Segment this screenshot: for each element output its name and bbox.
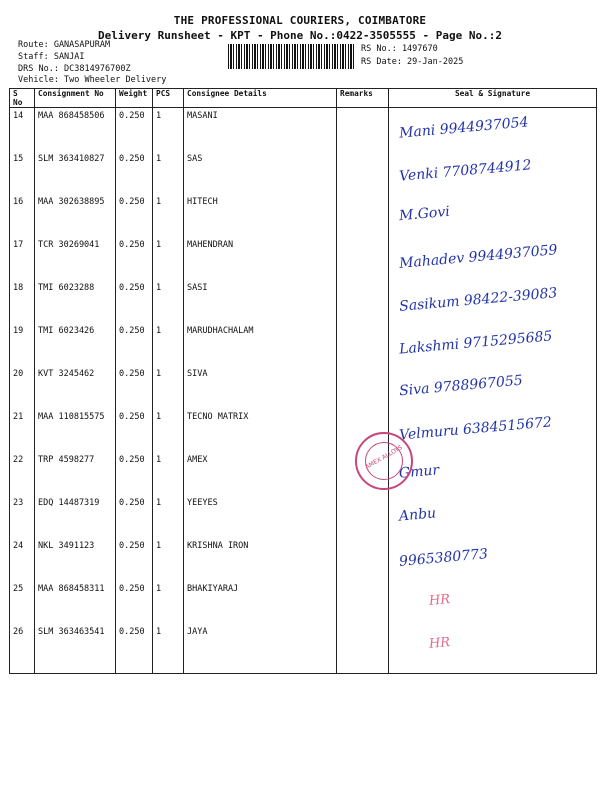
- cell-consignee: MASANI: [184, 108, 337, 152]
- table-row: [10, 237, 597, 280]
- cell-sno: 23: [10, 495, 35, 538]
- handwritten-signature: Venki 7708744912: [398, 157, 533, 185]
- route-label: Route: GANASAPURAM: [18, 40, 111, 50]
- cell-consignment: MAA 868458506: [35, 108, 116, 152]
- table-row: [10, 538, 597, 581]
- handwritten-signature: M.Govi: [398, 203, 451, 225]
- cell-consignee: SAS: [184, 151, 337, 194]
- cell-consignment: MAA 110815575: [35, 409, 116, 452]
- table-row: [10, 151, 597, 194]
- cell-weight: 0.250: [116, 237, 153, 280]
- cell-consignee: TECNO MATRIX: [184, 409, 337, 452]
- table-row: [10, 108, 597, 152]
- handwritten-signature: Mani 9944937054: [398, 114, 530, 142]
- cell-remarks: [337, 323, 389, 366]
- cell-pcs: 1: [153, 323, 184, 366]
- table-row: [10, 323, 597, 366]
- rs-date: RS Date: 29-Jan-2025: [361, 57, 464, 67]
- cell-signature: [389, 151, 597, 194]
- handwritten-signature: Sasikum 98422-39083: [398, 285, 559, 315]
- cell-consignment: NKL 3491123: [35, 538, 116, 581]
- cell-signature: [389, 237, 597, 280]
- handwritten-signature: Velmuru 6384515672: [398, 414, 553, 444]
- cell-sno: 19: [10, 323, 35, 366]
- cell-consignee: KRISHNA IRON: [184, 538, 337, 581]
- stamp-text: AMEX ALLOYS: [364, 444, 404, 471]
- cell-consignee: BHAKIYARAJ: [184, 581, 337, 624]
- cell-signature: [389, 581, 597, 624]
- rs-number: RS No.: 1497670: [361, 44, 438, 54]
- cell-consignment: TMI 6023288: [35, 280, 116, 323]
- cell-pcs: 1: [153, 495, 184, 538]
- cell-pcs: 1: [153, 452, 184, 495]
- staff-label: Staff: SANJAI: [18, 52, 85, 62]
- cell-sno: 21: [10, 409, 35, 452]
- table-header-row: [10, 89, 597, 108]
- cell-sno: 14: [10, 108, 35, 152]
- cell-consignee: JAYA: [184, 624, 337, 674]
- cell-pcs: 1: [153, 237, 184, 280]
- cell-weight: 0.250: [116, 495, 153, 538]
- cell-pcs: 1: [153, 538, 184, 581]
- cell-signature: [389, 323, 597, 366]
- handwritten-signature: Siva 9788967055: [398, 372, 524, 400]
- cell-consignee: YEEYES: [184, 495, 337, 538]
- cell-pcs: 1: [153, 108, 184, 152]
- cell-remarks: [337, 194, 389, 237]
- cell-remarks: [337, 108, 389, 152]
- col-header-consignee: Consignee Details: [184, 89, 337, 108]
- cell-weight: 0.250: [116, 280, 153, 323]
- cell-remarks: [337, 624, 389, 674]
- cell-remarks: [337, 151, 389, 194]
- barcode: [228, 44, 354, 69]
- cell-consignment: EDQ 14487319: [35, 495, 116, 538]
- cell-weight: 0.250: [116, 538, 153, 581]
- cell-signature: [389, 495, 597, 538]
- cell-sno: 24: [10, 538, 35, 581]
- cell-pcs: 1: [153, 194, 184, 237]
- cell-weight: 0.250: [116, 452, 153, 495]
- cell-sno: 17: [10, 237, 35, 280]
- cell-consignee: MARUDHACHALAM: [184, 323, 337, 366]
- page-subtitle: Delivery Runsheet - KPT - Phone No.:0422-3505555 - Page No.:2: [98, 29, 502, 42]
- company-stamp: [355, 432, 413, 490]
- cell-weight: 0.250: [116, 409, 153, 452]
- cell-signature: [389, 624, 597, 674]
- cell-signature: [389, 366, 597, 409]
- handwritten-signature: 9965380773: [398, 546, 489, 570]
- cell-consignee: SIVA: [184, 366, 337, 409]
- handwritten-signature: HR: [428, 635, 451, 652]
- runsheet-table: [9, 88, 597, 674]
- cell-consignee: SASI: [184, 280, 337, 323]
- cell-consignee: MAHENDRAN: [184, 237, 337, 280]
- cell-pcs: 1: [153, 581, 184, 624]
- col-header-signature: Seal & Signature: [389, 89, 597, 108]
- table-row: [10, 495, 597, 538]
- cell-remarks: [337, 366, 389, 409]
- cell-weight: 0.250: [116, 108, 153, 152]
- col-header-pcs: PCS: [153, 89, 184, 108]
- cell-sno: 16: [10, 194, 35, 237]
- col-header-sno: S No: [10, 89, 35, 108]
- cell-consignment: TCR 30269041: [35, 237, 116, 280]
- col-header-weight: Weight: [116, 89, 153, 108]
- page-title: THE PROFESSIONAL COURIERS, COIMBATORE: [173, 14, 427, 27]
- cell-sno: 20: [10, 366, 35, 409]
- handwritten-signature: Mahadev 9944937059: [398, 242, 559, 272]
- cell-sno: 15: [10, 151, 35, 194]
- table-row: [10, 366, 597, 409]
- cell-weight: 0.250: [116, 366, 153, 409]
- table-row: [10, 581, 597, 624]
- cell-signature: [389, 452, 597, 495]
- cell-signature: [389, 108, 597, 152]
- table-row: [10, 452, 597, 495]
- handwritten-signature: Lakshmi 9715295685: [398, 328, 554, 358]
- cell-remarks: [337, 495, 389, 538]
- col-header-consignment: Consignment No: [35, 89, 116, 108]
- cell-sno: 25: [10, 581, 35, 624]
- cell-consignment: TRP 4598277: [35, 452, 116, 495]
- cell-sno: 22: [10, 452, 35, 495]
- cell-consignment: KVT 3245462: [35, 366, 116, 409]
- handwritten-signature: Anbu: [398, 505, 437, 525]
- cell-remarks: [337, 280, 389, 323]
- cell-consignment: TMI 6023426: [35, 323, 116, 366]
- vehicle-label: Vehicle: Two Wheeler Delivery: [18, 75, 167, 85]
- cell-pcs: 1: [153, 151, 184, 194]
- table-row: [10, 624, 597, 674]
- cell-signature: [389, 409, 597, 452]
- cell-remarks: [337, 538, 389, 581]
- cell-weight: 0.250: [116, 151, 153, 194]
- table-row: [10, 280, 597, 323]
- cell-pcs: 1: [153, 366, 184, 409]
- table-row: [10, 194, 597, 237]
- cell-pcs: 1: [153, 624, 184, 674]
- cell-signature: [389, 194, 597, 237]
- cell-remarks: [337, 581, 389, 624]
- cell-consignee: HITECH: [184, 194, 337, 237]
- cell-consignee: AMEX: [184, 452, 337, 495]
- handwritten-signature: Gmur: [398, 462, 440, 482]
- cell-weight: 0.250: [116, 624, 153, 674]
- cell-pcs: 1: [153, 409, 184, 452]
- cell-weight: 0.250: [116, 581, 153, 624]
- cell-consignment: MAA 868458311: [35, 581, 116, 624]
- cell-remarks: [337, 237, 389, 280]
- cell-consignment: SLM 363410827: [35, 151, 116, 194]
- cell-pcs: 1: [153, 280, 184, 323]
- table-row: [10, 409, 597, 452]
- handwritten-signature: HR: [428, 592, 451, 609]
- cell-consignment: SLM 363463541: [35, 624, 116, 674]
- cell-signature: [389, 538, 597, 581]
- col-header-remarks: Remarks: [337, 89, 389, 108]
- cell-consignment: MAA 302638895: [35, 194, 116, 237]
- cell-sno: 18: [10, 280, 35, 323]
- cell-weight: 0.250: [116, 194, 153, 237]
- cell-sno: 26: [10, 624, 35, 674]
- drs-number: DRS No.: DC3814976700Z: [18, 64, 131, 74]
- cell-signature: [389, 280, 597, 323]
- cell-weight: 0.250: [116, 323, 153, 366]
